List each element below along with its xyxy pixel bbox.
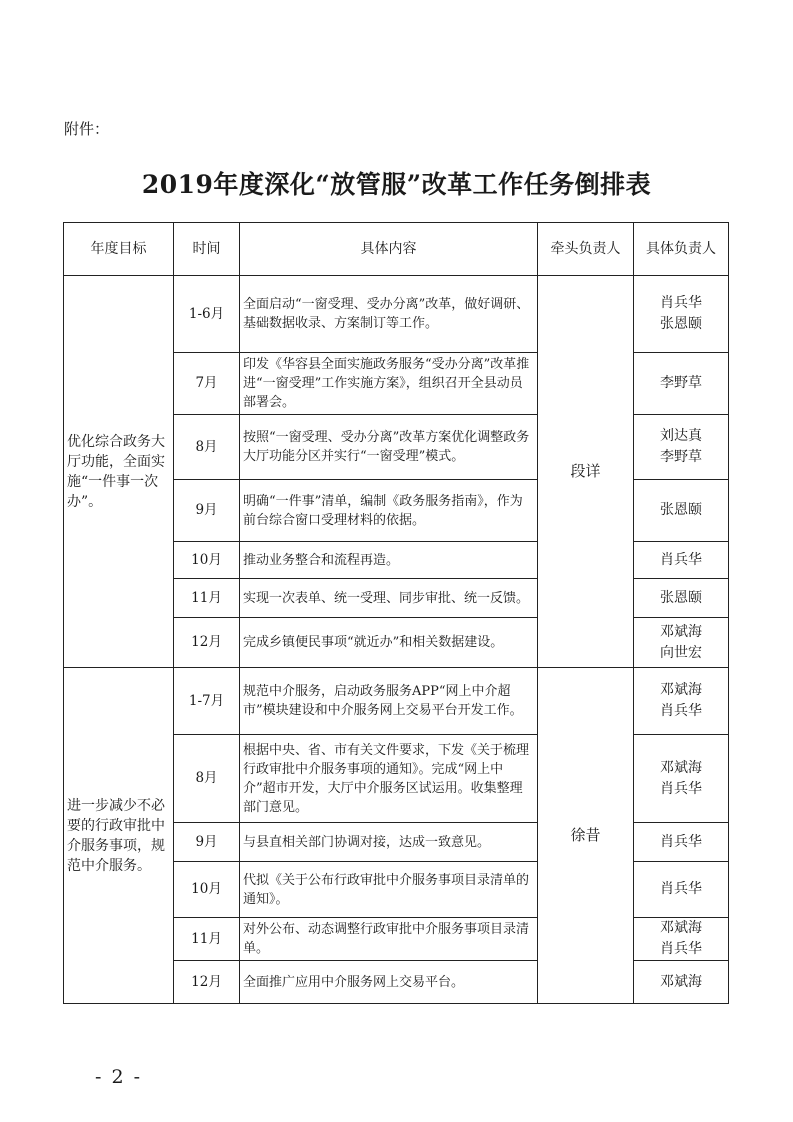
table-row [64, 668, 729, 735]
responsible-person-cell [634, 618, 729, 668]
time-cell: 11月 [174, 579, 240, 618]
time-cell: 8月 [174, 415, 240, 480]
header-person: 具体负责人 [634, 223, 729, 276]
time-cell: 9月 [174, 823, 240, 862]
person-name: 肖兵华 [660, 780, 702, 797]
time-cell: 11月 [174, 918, 240, 961]
header-goal: 年度目标 [64, 223, 174, 276]
responsible-person-cell [634, 353, 729, 415]
header-lead: 牵头负责人 [538, 223, 634, 276]
responsible-person-cell [634, 668, 729, 735]
person-name: 张恩颐 [660, 589, 702, 606]
header-time: 时间 [174, 223, 240, 276]
table-row [64, 276, 729, 353]
time-cell: 7月 [174, 353, 240, 415]
lead-person-cell: 段详 [538, 276, 634, 668]
responsible-person-cell [634, 961, 729, 1004]
person-name: 邓斌海 [660, 623, 702, 640]
person-name: 张恩颐 [660, 502, 702, 518]
content-cell: 明确“一件事”清单，编制《政务服务指南》，作为前台综合窗口受理材料的依据。 [240, 480, 538, 542]
person-name: 向世宏 [660, 644, 702, 661]
table-body [64, 276, 729, 1004]
content-cell: 全面推广应用中介服务网上交易平台。 [240, 961, 538, 1004]
person-name: 刘达真 [660, 428, 702, 444]
content-cell: 推动业务整合和流程再造。 [240, 542, 538, 579]
content-cell: 与县直相关部门协调对接，达成一致意见。 [240, 823, 538, 862]
responsible-person-cell [634, 276, 729, 353]
content-cell: 完成乡镇便民事项“就近办”和相关数据建设。 [240, 618, 538, 668]
lead-person-cell: 徐昔 [538, 668, 634, 1004]
time-cell: 10月 [174, 542, 240, 579]
responsible-person-cell [634, 823, 729, 862]
time-cell: 1-6月 [174, 276, 240, 353]
time-cell: 1-7月 [174, 668, 240, 735]
responsible-person-cell [634, 862, 729, 918]
person-name: 肖兵华 [660, 703, 702, 719]
time-cell: 12月 [174, 618, 240, 668]
time-cell: 8月 [174, 735, 240, 823]
responsible-person-cell [634, 735, 729, 823]
responsible-person-cell [634, 579, 729, 618]
responsible-person-cell [634, 542, 729, 579]
content-cell: 全面启动“一窗受理、受办分离”改革，做好调研、基础数据收录、方案制订等工作。 [240, 276, 538, 353]
content-cell: 印发《华容县全面实施政务服务“受办分离”改革推进“一窗受理”工作实施方案》，组织召开全县动员部署会。 [240, 353, 538, 415]
person-name: 李野草 [660, 449, 702, 465]
page-number: - 2 - [95, 1066, 143, 1088]
person-name: 肖兵华 [660, 295, 702, 311]
attachment-label: 附件： [64, 120, 110, 138]
task-schedule-table [63, 222, 729, 1004]
time-cell: 9月 [174, 480, 240, 542]
person-name: 李野草 [660, 375, 702, 391]
person-name: 肖兵华 [660, 551, 702, 568]
content-cell: 对外公布、动态调整行政审批中介服务事项目录清单。 [240, 918, 538, 961]
person-name: 邓斌海 [660, 973, 702, 990]
responsible-person-cell [634, 415, 729, 480]
person-name: 张恩颐 [660, 316, 702, 332]
table-header-row [64, 223, 729, 276]
person-name: 邓斌海 [660, 759, 702, 776]
content-cell: 实现一次表单、统一受理、同步审批、统一反馈。 [240, 579, 538, 618]
person-name: 肖兵华 [660, 833, 702, 850]
time-cell: 12月 [174, 961, 240, 1004]
responsible-person-cell [634, 918, 729, 961]
person-name: 邓斌海 [660, 682, 702, 698]
document-title: 2019年度深化“放管服”改革工作任务倒排表 [141, 170, 652, 199]
content-cell: 按照“一窗受理、受办分离”改革方案优化调整政务大厅功能分区并实行“一窗受理”模式。 [240, 415, 538, 480]
content-cell: 规范中介服务，启动政务服务APP“网上中介超市”模块建设和中介服务网上交易平台开发工作。 [240, 668, 538, 735]
person-name: 肖兵华 [660, 881, 702, 897]
header-content: 具体内容 [240, 223, 538, 276]
person-name: 肖兵华 [660, 941, 702, 957]
time-cell: 10月 [174, 862, 240, 918]
goal-cell: 优化综合政务大厅功能，全面实施“一件事一次办”。 [64, 276, 174, 668]
goal-cell: 进一步减少不必要的行政审批中介服务事项，规范中介服务。 [64, 668, 174, 1004]
person-name: 邓斌海 [660, 920, 702, 936]
content-cell: 代拟《关于公布行政审批中介服务事项目录清单的通知》。 [240, 862, 538, 918]
content-cell: 根据中央、省、市有关文件要求，下发《关于梳理行政审批中介服务事项的通知》。完成“网上中介”超市开发，大厅中介服务区试运用。收集整理部门意见。 [240, 735, 538, 823]
responsible-person-cell [634, 480, 729, 542]
